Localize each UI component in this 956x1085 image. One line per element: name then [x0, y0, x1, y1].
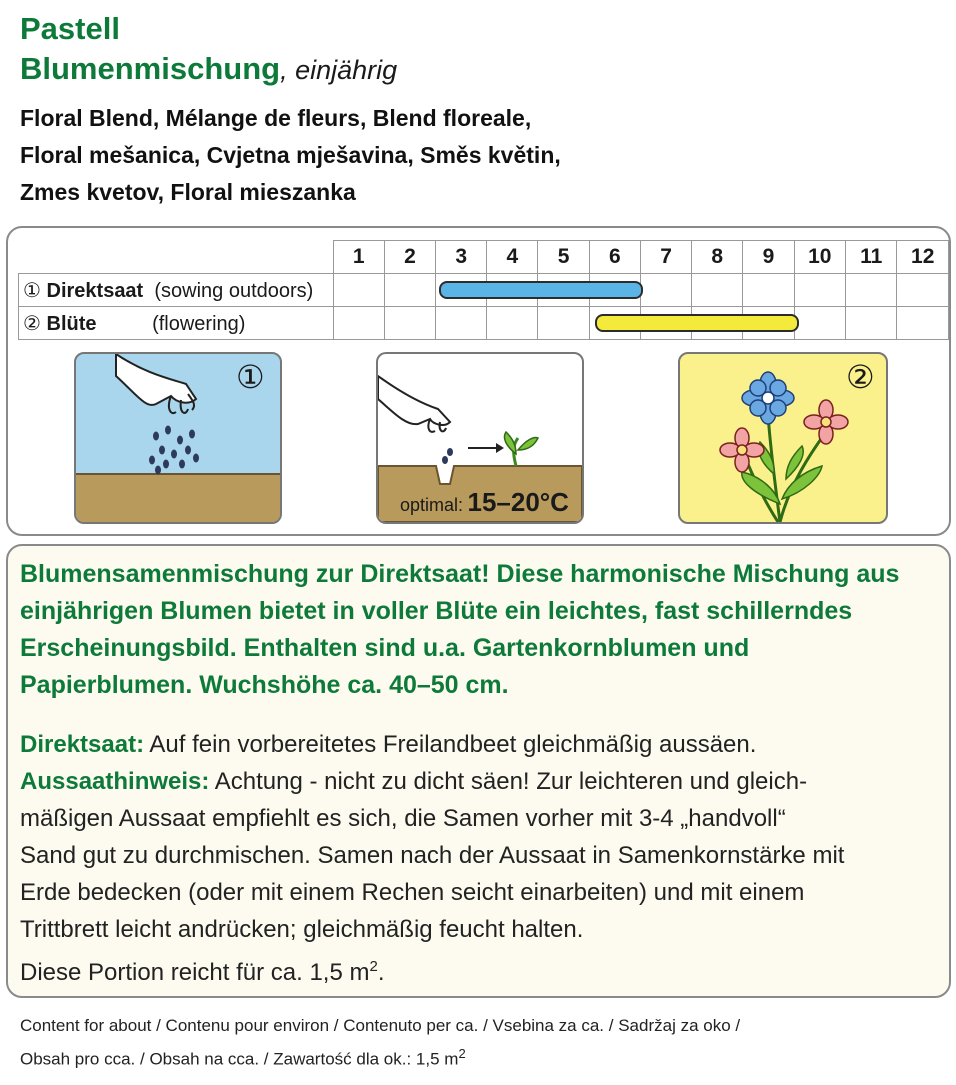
row-name: Direktsaat	[46, 279, 144, 302]
row-label	[19, 307, 334, 340]
hinweis-line	[20, 763, 940, 800]
portion-sup: 2	[369, 958, 378, 975]
row-number: ②	[23, 312, 41, 335]
hinweis-line: Erde bedecken (oder mit einem Rechen seicht einarbeiten) und mit einem	[20, 879, 805, 906]
optimal-value: 15–20°C	[467, 487, 569, 517]
description-panel	[6, 544, 951, 998]
product-name: Blumenmischung	[20, 51, 281, 86]
direktsaat-label: Direktsaat:	[20, 731, 145, 758]
month-10: 10	[794, 241, 845, 274]
portion-end: .	[377, 959, 385, 986]
month-11: 11	[846, 241, 897, 274]
month-1: 1	[333, 241, 384, 274]
lead-line: einjährigen Blumen bietet in voller Blüte ein leichtes, fast schillerndes	[20, 597, 853, 625]
flowering-illustration	[678, 352, 888, 524]
month-9: 9	[743, 241, 794, 274]
month-8: 8	[692, 241, 743, 274]
step-number-2: ②	[846, 359, 875, 395]
hinweis-line: Sand gut zu durchmischen. Samen nach der Aussaat in Samenkornstärke mit	[20, 842, 845, 869]
hinweis-line: Trittbrett leicht andrücken; gleichmäßig feucht halten.	[20, 916, 584, 943]
row-bluete	[19, 307, 949, 340]
lead-line: Papierblumen. Wuchshöhe ca. 40–50 cm.	[20, 671, 509, 699]
row-name: Blüte	[46, 312, 97, 335]
month-6: 6	[589, 241, 640, 274]
bluete-period-bar	[595, 314, 799, 332]
names-line: Floral Blend, Mélange de fleurs, Blend floreale,	[20, 105, 532, 131]
month-3: 3	[436, 241, 487, 274]
optimal-temperature	[400, 487, 569, 518]
direktsaat-period-bar	[439, 281, 643, 299]
hinweis-line: mäßigen Aussaat empfiehlt es sich, die Samen vorher mit 3-4 „handvoll“	[20, 805, 786, 832]
month-5: 5	[538, 241, 589, 274]
footer-text: Obsah pro cca. / Obsah na cca. / Zawartość dla ok.: 1,5 m	[20, 1049, 459, 1069]
footer-line-2	[20, 1040, 740, 1074]
lead-line: Blumensamenmischung zur Direktsaat! Diese harmonische Mischung aus	[20, 560, 900, 588]
hinweis-text: Achtung - nicht zu dicht säen! Zur leichteren und gleich-	[209, 768, 808, 795]
footer-sup: 2	[458, 1046, 466, 1061]
month-2: 2	[384, 241, 435, 274]
row-english: (sowing outdoors)	[154, 279, 314, 302]
direktsaat-line	[20, 726, 940, 763]
hinweis-label: Aussaathinweis:	[20, 768, 210, 795]
names-line: Zmes kvetov, Floral mieszanka	[20, 179, 356, 205]
footer-line: Content for about / Contenu pour environ / Contenuto per ca. / Vsebina za ca. / Sadržaj za oko /	[20, 1016, 741, 1035]
sowing-illustration	[74, 352, 282, 524]
product-subtitle: , einjährig	[280, 55, 398, 85]
step-number-1: ①	[236, 359, 265, 395]
product-title-line2	[20, 52, 397, 87]
temperature-illustration	[376, 352, 584, 524]
optimal-label: optimal:	[400, 495, 464, 515]
lead-line: Erscheinungsbild. Enthalten sind u.a. Gartenkornblumen und	[20, 634, 750, 662]
translated-names	[20, 100, 561, 211]
month-7: 7	[640, 241, 691, 274]
description-lead	[20, 556, 940, 704]
row-english: (flowering)	[152, 312, 246, 335]
row-label	[19, 274, 334, 307]
portion-text: Diese Portion reicht für ca. 1,5 m	[20, 959, 370, 986]
description-body	[20, 726, 940, 991]
direktsaat-text: Auf fein vorbereitetes Freilandbeet gleichmäßig aussäen.	[144, 731, 757, 758]
product-title: Pastell	[20, 11, 120, 46]
month-header-row	[19, 241, 949, 274]
portion-line	[20, 948, 940, 991]
calendar-panel	[6, 226, 951, 536]
month-12: 12	[897, 241, 949, 274]
month-4: 4	[487, 241, 538, 274]
names-line: Floral mešanica, Cvjetna mješavina, Směs květin,	[20, 142, 561, 168]
content-footer	[20, 1012, 740, 1074]
row-number: ①	[23, 279, 41, 302]
